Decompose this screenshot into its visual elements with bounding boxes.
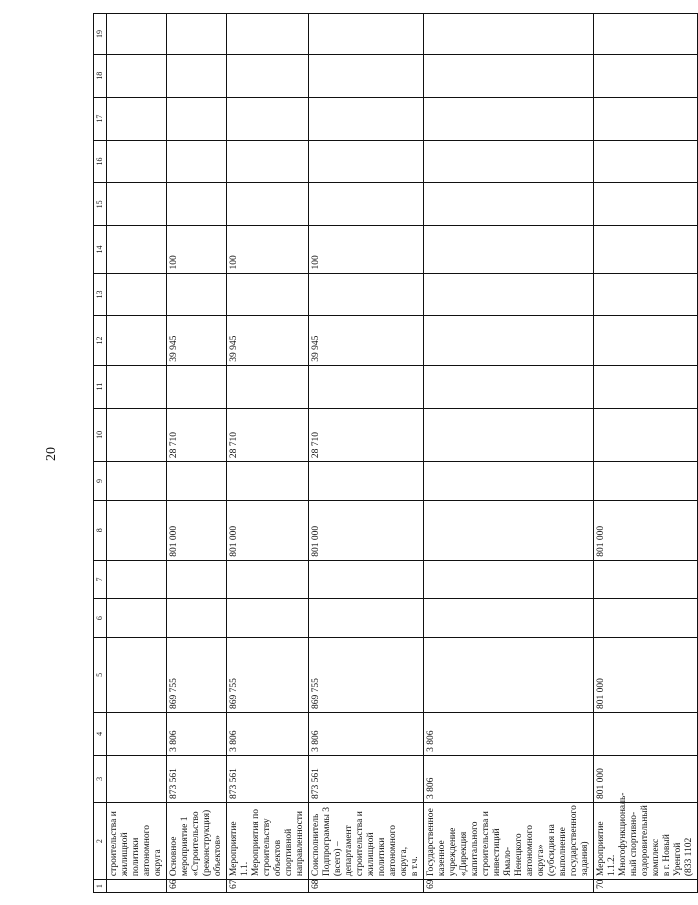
empty-cell	[424, 54, 594, 97]
empty-cell	[167, 97, 227, 140]
empty-cell	[167, 54, 227, 97]
empty-cell	[424, 462, 594, 501]
empty-cell	[594, 183, 698, 226]
cell-c12: 39 945	[309, 316, 424, 365]
empty-cell	[594, 365, 698, 408]
row-number: 69	[424, 880, 594, 893]
budget-table	[93, 13, 698, 893]
empty-cell	[107, 183, 167, 226]
empty-cell	[424, 97, 594, 140]
row-name: Мероприятие 1.1. Мероприятия по строительству объектов спортивной направленности	[227, 802, 309, 879]
cell-c3: 3 806	[424, 755, 594, 802]
empty-cell	[424, 183, 594, 226]
cell-c8: 801 000	[309, 500, 424, 560]
empty-cell	[107, 560, 167, 599]
empty-cell	[594, 462, 698, 501]
cell-c3: 873 561	[309, 755, 424, 802]
column-number: 7	[94, 560, 107, 599]
empty-cell	[594, 54, 698, 97]
cell-c10: 28 710	[309, 408, 424, 462]
row-number: 68	[309, 880, 424, 893]
empty-cell	[107, 599, 167, 638]
cell-c3: 801 000	[594, 755, 698, 802]
empty-cell	[594, 140, 698, 183]
row-name: Мероприятие 1.1.2. Многофункциональ- ный спортивно- оздоровительный комплекс в г. Новый Уренгой (833 1102	[594, 802, 698, 879]
cell-c12	[107, 316, 167, 365]
empty-cell	[167, 462, 227, 501]
empty-cell	[424, 273, 594, 316]
table-row	[227, 14, 309, 893]
empty-cell	[227, 273, 309, 316]
column-number: 4	[94, 712, 107, 755]
cell-c4: 3 806	[227, 712, 309, 755]
column-number: 19	[94, 14, 107, 55]
table-row	[594, 14, 698, 893]
cell-c4	[107, 712, 167, 755]
column-number: 3	[94, 755, 107, 802]
column-number: 15	[94, 183, 107, 226]
empty-cell	[107, 54, 167, 97]
empty-cell	[309, 97, 424, 140]
empty-cell	[309, 140, 424, 183]
column-number: 6	[94, 599, 107, 638]
cell-c5	[424, 637, 594, 712]
empty-cell	[227, 560, 309, 599]
cell-c8: 801 000	[167, 500, 227, 560]
column-number: 8	[94, 500, 107, 560]
empty-cell	[424, 599, 594, 638]
cell-c3	[107, 755, 167, 802]
column-number: 12	[94, 316, 107, 365]
empty-cell	[227, 97, 309, 140]
cell-c5: 869 755	[167, 637, 227, 712]
page-number: 20	[44, 447, 59, 461]
empty-cell	[167, 273, 227, 316]
cell-c14	[594, 226, 698, 273]
table-row	[309, 14, 424, 893]
cell-c3: 873 561	[227, 755, 309, 802]
cell-c14	[107, 226, 167, 273]
empty-cell	[424, 14, 594, 55]
empty-cell	[227, 183, 309, 226]
empty-cell	[227, 599, 309, 638]
cell-c14: 100	[309, 226, 424, 273]
cell-c12	[424, 316, 594, 365]
empty-cell	[424, 365, 594, 408]
empty-cell	[227, 54, 309, 97]
cell-c12	[594, 316, 698, 365]
empty-cell	[167, 365, 227, 408]
cell-c12: 39 945	[227, 316, 309, 365]
row-name: Соисполнитель Подпрограммы 3 (всего) – департамент строительства и жилищной политики автономного округа, в т.ч.	[309, 802, 424, 879]
table-row	[107, 14, 167, 893]
table-row	[424, 14, 594, 893]
column-number: 14	[94, 226, 107, 273]
cell-c4: 3 806	[424, 712, 594, 755]
empty-cell	[107, 97, 167, 140]
row-name: Основное мероприятие 1 «Строительство (реконструкция) объектов»	[167, 802, 227, 879]
empty-cell	[107, 462, 167, 501]
empty-cell	[309, 183, 424, 226]
empty-cell	[107, 14, 167, 55]
column-number: 13	[94, 273, 107, 316]
cell-c5: 869 755	[227, 637, 309, 712]
cell-c10	[594, 408, 698, 462]
empty-cell	[309, 462, 424, 501]
row-number: 70	[594, 880, 698, 893]
cell-c5: 869 755	[309, 637, 424, 712]
empty-cell	[167, 14, 227, 55]
cell-c14	[424, 226, 594, 273]
row-name: Государственное казенное учреждение «Дирекция капитального строительства и инвестиций Ямало- Ненецкого автономного округа» (субсидия на выполнение государственного задания)	[424, 802, 594, 879]
column-number: 17	[94, 97, 107, 140]
empty-cell	[227, 14, 309, 55]
empty-cell	[309, 14, 424, 55]
cell-c10: 28 710	[227, 408, 309, 462]
row-number	[107, 880, 167, 893]
header-row	[94, 14, 107, 893]
empty-cell	[167, 560, 227, 599]
cell-c8: 801 000	[227, 500, 309, 560]
cell-c8: 801 000	[594, 500, 698, 560]
cell-c5	[107, 637, 167, 712]
empty-cell	[107, 273, 167, 316]
cell-c4: 3 806	[167, 712, 227, 755]
empty-cell	[309, 273, 424, 316]
column-number: 5	[94, 637, 107, 712]
empty-cell	[594, 560, 698, 599]
cell-c10: 28 710	[167, 408, 227, 462]
row-number: 67	[227, 880, 309, 893]
column-number: 10	[94, 408, 107, 462]
empty-cell	[167, 599, 227, 638]
empty-cell	[309, 365, 424, 408]
table-row	[167, 14, 227, 893]
empty-cell	[309, 599, 424, 638]
empty-cell	[424, 560, 594, 599]
cell-c10	[107, 408, 167, 462]
cell-c10	[424, 408, 594, 462]
empty-cell	[167, 140, 227, 183]
column-number: 18	[94, 54, 107, 97]
column-number: 1	[94, 880, 107, 893]
cell-c4: 3 806	[309, 712, 424, 755]
empty-cell	[167, 183, 227, 226]
column-number: 9	[94, 462, 107, 501]
cell-c3: 873 561	[167, 755, 227, 802]
column-number: 16	[94, 140, 107, 183]
empty-cell	[107, 365, 167, 408]
column-number: 2	[94, 802, 107, 879]
empty-cell	[594, 273, 698, 316]
empty-cell	[227, 462, 309, 501]
row-number: 66	[167, 880, 227, 893]
empty-cell	[594, 97, 698, 140]
empty-cell	[227, 140, 309, 183]
cell-c12: 39 945	[167, 316, 227, 365]
cell-c14: 100	[167, 226, 227, 273]
empty-cell	[594, 14, 698, 55]
empty-cell	[107, 140, 167, 183]
cell-c8	[107, 500, 167, 560]
column-number: 11	[94, 365, 107, 408]
cell-c8	[424, 500, 594, 560]
table-rotated-container	[93, 13, 694, 893]
cell-c14: 100	[227, 226, 309, 273]
empty-cell	[424, 140, 594, 183]
row-name: строительства и жилищной политики автономного округа	[107, 802, 167, 879]
cell-c4	[594, 712, 698, 755]
empty-cell	[309, 54, 424, 97]
empty-cell	[227, 365, 309, 408]
empty-cell	[594, 599, 698, 638]
cell-c5: 801 000	[594, 637, 698, 712]
empty-cell	[309, 560, 424, 599]
